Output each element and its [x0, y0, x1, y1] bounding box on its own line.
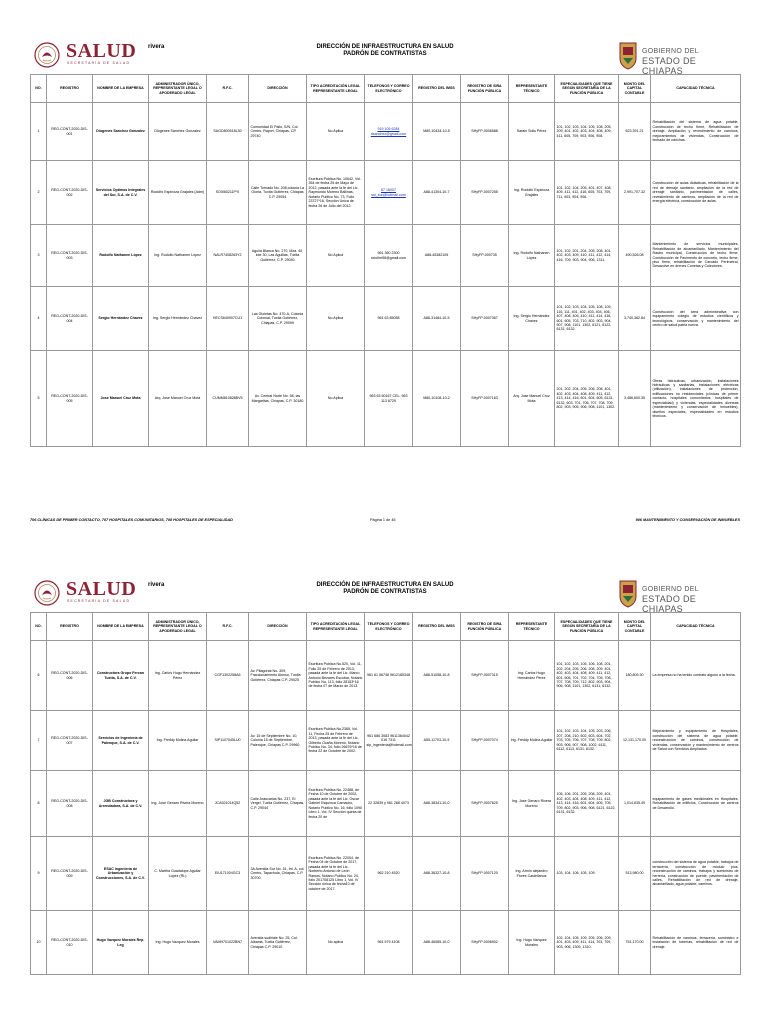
cell-registro: REG-CONT-2020-DIS-007 — [47, 711, 93, 771]
cell-capacidad: Rehabilitación del sistema de agua potable, Construcción de techo firme, Rehabilitación de drenaje, Ampliación y revestimiento de caminos, mejoramientos de viviendas, Construcción de techado de canchas. — [651, 103, 741, 161]
cell-contacto: 961 360 2300 rorolhe58@gmail.com — [365, 225, 413, 287]
footer-right: 906 MANTENIMIENTO Y CONSERVACIÓN DE INMUEBLES — [635, 518, 740, 522]
cell-representante: Rodolfo Espinoza Grajales (Adm) — [149, 161, 207, 225]
cell-representante: Ing. Rodolfo Nathanen López — [149, 225, 207, 287]
cell-representante: Ing. Carlos Hugo Hernández Pérez — [149, 641, 207, 711]
cell-contacto: 961 686 3083 9611364042 016 7311 sip_ingenieria@hotmail.com — [365, 711, 413, 771]
cell-no: 4 — [31, 287, 47, 351]
col-header: TELEFONOS Y CORREO ELECTRÓNICO — [365, 613, 413, 641]
cell-registro: REG-CONT-2020-DIS-005 — [47, 351, 93, 447]
cell-tecnico: Ing. Hugo Vazquez Morales — [509, 911, 555, 975]
cell-tecnico: Ing. Rodolfo Nathanen López — [509, 225, 555, 287]
col-header: REGISTRO — [47, 613, 93, 641]
cell-empresa: Servicios de Ingeniería de Palenque, S.A. de C.V. — [93, 711, 149, 771]
cell-imss: A88-41304-10-7 — [413, 161, 461, 225]
cell-imss: A88-45382105 — [413, 225, 461, 287]
cell-acreditacion: Escritura Publica No.2365, Vol. 11, Fecha 25 de Febrero de 2013, pasada ante la fe del Lic. Gilberto Ocaña Moreno, Notario Publico No. 34, folio 26676*16 de fecha 22 de Octubre de 2002. — [307, 711, 365, 771]
cell-empresa: Sergio Hernández Chavez — [93, 287, 149, 351]
col-header: REGISTRO DEL IMSS — [413, 613, 461, 641]
cell-representante: C. Martha Guadalupe Aguilar López (RL) — [149, 837, 207, 911]
col-header: TIPO ACREDITACIÓN LEGAL REPRESENTANTE LEGAL — [307, 613, 365, 641]
table-row — [31, 351, 741, 447]
cell-capital: 623,391.21 — [619, 103, 651, 161]
cell-sira: SHyFP-0007074 — [461, 711, 509, 771]
cell-especialidades: 201, 202, 204, 205, 206, 208, 401, 402, 403, 404, 408, 409, 411, 412, 413, 414, 416, 601, 604, 605, 6131, 6132, 603, 701, 706, 707, 708, 709, 802, 903, 905, 906, 908, 1101, 1302. — [555, 351, 619, 447]
cell-registro: REG-CONT-2020-DIS-003 — [47, 225, 93, 287]
cell-direccion: Calle Tornado No. 208,colonia La Gloria, Tuxtla Gutiérrez, Chiapas C.P. 29054 — [249, 161, 307, 225]
footer-page-number: Página 1 de 45 — [370, 518, 396, 522]
cell-no: 10 — [31, 911, 47, 975]
cell-sira: SHyFP-0007367 — [461, 287, 509, 351]
contractors-table-page-1 — [30, 74, 741, 447]
cell-direccion: Comunidad El Palio, S/N, Col. Centro, Rayon, Chiapas, CP. 29740 — [249, 103, 307, 161]
cell-especialidades: 101, 102, 103, 104, 105, 108, 109, 110, 111, 401, 402, 403, 404, 406, 407, 408, 409, 410, 411, 414, 416, 601, 605, 703, 710, 802, 903, 904, 907, 908, 1101, 1302, 6121, 6122, 6131, 6132. — [555, 287, 619, 351]
cell-direccion: Av. Pitagoras No. 309, Fraccionamiento Alonso, Tuxtla Gutiérrez, Chiapas C.P. 29025 — [249, 641, 307, 711]
cell-capital: 3,740,362.84 — [619, 287, 651, 351]
cell-imss: A88-51058-10-8 — [413, 641, 461, 711]
cell-tecnico: Ing. Sergio Hernández Chavez — [509, 287, 555, 351]
brand-name: SALUD — [66, 40, 137, 62]
cell-sira: SHyFP-000735 — [461, 225, 509, 287]
gov-line-2: ESTADO DE CHIAPAS — [642, 56, 697, 76]
cell-rfc: SIP1107045LU0 — [207, 711, 249, 771]
col-header: DIRECCIÓN — [249, 613, 307, 641]
cell-rfc: NALR7408263Y2 — [207, 225, 249, 287]
email-link[interactable]: 919 105 6284 dsanchez@gmail.com — [370, 127, 407, 136]
cell-especialidades: 101, 102, 103, 104, 105, 203, 206, 207, 208, 210, 602, 603, 604, 702, 703, 705, 706, 707, 708, 709, 802, 903, 906, 907, 908, 1002, 6111, 6112, 6113, 6131, 6132. — [555, 711, 619, 771]
col-header: REPRESENTANTE TÉCNICO — [509, 75, 555, 103]
page-title — [260, 582, 510, 596]
col-header: MONTO DEL CAPITAL CONTABLE — [619, 613, 651, 641]
cell-representante: Ing. Hugo Vazquez Morales — [149, 911, 207, 975]
cell-rfc: EIU171004GC3 — [207, 837, 249, 911]
cell-especialidades: 101, 102, 103, 105, 106, 108, 201, 202, 204, 205, 206, 208, 209, 401, 402, 403, 404, 408, 409, 411, 412, 601, 605, 701, 702, 704, 705, 706, 707, 708, 709, 712, 802, 903, 904, 906, 908, 1101, 1302, 6131, 6132. — [555, 641, 619, 711]
col-header: REGISTRO DE SIRA FUNCIÓN PÚBLICA — [461, 613, 509, 641]
cell-capacidad: La empresa no ha tenido contrato alguno a la fecha. — [651, 641, 741, 711]
cell-contacto: 961 61 56748 9612185348 — [365, 641, 413, 711]
table-row — [31, 103, 741, 161]
col-header: NO. — [31, 613, 47, 641]
cell-contacto: 22 32839 y 961 268 4073 — [365, 771, 413, 837]
table-header-row — [31, 613, 741, 641]
cell-registro: REG-CONT-2020-DIS-001 — [47, 103, 93, 161]
cell-capital: 2,991,707.32 — [619, 161, 651, 225]
cell-imss: A55-11703-10-9 — [413, 711, 461, 771]
cell-acreditacion: No aplica — [307, 911, 365, 975]
cell-capital: 12,131,170.00 — [619, 711, 651, 771]
cell-imss: A88-31484-10-5 — [413, 287, 461, 351]
title-line-1: DIRECCIÓN DE INFRAESTRUCTURA EN SALUD — [316, 44, 454, 50]
cell-especialidades: 101, 102, 201, 204, 205, 208, 401, 402, 403, 409, 410, 411, 412, 414, 416, 709, 903, 904, 906, 1311. — [555, 225, 619, 287]
col-header: MONTO DEL CAPITAL CONTABLE — [619, 75, 651, 103]
cell-capital: 513,980.00 — [619, 837, 651, 911]
cell-rfc: HECS640907CU1 — [207, 287, 249, 351]
cell-registro: REG-CONT-2020-DIS-002 — [47, 161, 93, 225]
title-line-1: DIRECCIÓN DE INFRAESTRUCTURA EN SALUD — [316, 582, 454, 588]
cell-rfc: CGF1302258A5 — [207, 641, 249, 711]
cell-capacidad: Mantenimiento de servicios municipales, Rehabilitación de alcantarillado, Mantenimiento del Rastro municipal, Construcción de techo firme, Construcción de Pavimento de concreto, techo firme, piso firme, rehabilitación de Carcado Perimetral, Desazolve en drenes Cunetas y Colectores. — [651, 225, 741, 287]
cell-registro: REG-CONT-2020-DIS-006 — [47, 641, 93, 711]
cell-tecnico: Sarain Solis Pérez — [509, 103, 555, 161]
col-header: NOMBRE DE LA EMPRESA — [93, 613, 149, 641]
chiapas-logo — [618, 40, 728, 76]
page-header — [30, 578, 740, 612]
cell-especialidades: 101, 102, 104, 205, 401, 407, 408, 409, 411, 412, 416, 605, 703, 709, 711, 903, 904, 906. — [555, 161, 619, 225]
page-title — [260, 44, 510, 58]
cell-direccion: Agulla Blanca No. 270, Mza. 40, lote 30, Las Agulilas, Tuxtla Gutiérrez, C.P. 29040 — [249, 225, 307, 287]
col-header: DIRECCIÓN — [249, 75, 307, 103]
col-header: R.F.C. — [207, 613, 249, 641]
col-header: CAPACIDAD TÉCNICA — [651, 75, 741, 103]
header-city: rivera — [148, 44, 165, 50]
cell-rfc: SOI060211PYI — [207, 161, 249, 225]
cell-capacidad: equipamiento de gases medicinales en Hospitales, Rehabilitación de edificios, Construcción de centros de Desarrollo. — [651, 771, 741, 837]
cell-sira: SHyFP-0006902 — [461, 911, 509, 975]
cell-acreditacion: No Aplica — [307, 287, 365, 351]
cell-capital: 490,526.08 — [619, 225, 651, 287]
cell-acreditacion: Escritura Publica No. 22004, de Fecha 04 de Octubre de 2017, pasada ante la fe del Lic. Norberto Antonio de León Ramos, Notario Publico No. 24, folio 201708125 Libro 1, Vol. IV Sección única de fecha10 de octubre de 2017. — [307, 837, 365, 911]
cell-tecnico: Ing. Freddy Molina Aguilar — [509, 711, 555, 771]
col-header: R.F.C. — [207, 75, 249, 103]
cell-empresa: Jose Manuel Cruz Mota — [93, 351, 149, 447]
footer-left: 706 CLÍNICAS DE PRIMER CONTACTO, 707 HOSPITALES COMUNITARIOS, 708 HOSPITALES DE ESPECIALIDAD — [30, 518, 233, 522]
cell-representante: Ing. Sergio Hernández Chavez — [149, 287, 207, 351]
cell-contacto — [365, 103, 413, 161]
mexico-seal-icon — [34, 580, 60, 606]
col-header: ESPECIALIDADES QUE TIENE SEGÚN SECRETARÍA DE LA FUNCIÓN PÚBLICA — [555, 75, 619, 103]
cell-tecnico: Arq. Jose Manuel Cruz Mota — [509, 351, 555, 447]
cell-no: 2 — [31, 161, 47, 225]
cell-sira: SHyFP-0006588 — [461, 103, 509, 161]
cell-imss: A88-46085-10-0 — [413, 911, 461, 975]
cell-direccion: 3A Avenida Sur No. 51, Int. A, col. Centro, Tapachula, Chiapas, C.P. 30700 — [249, 837, 307, 911]
cell-registro: REG-CONT-2020-DIS-010 — [47, 911, 93, 975]
cell-contacto: 963 63 60167 CEL: 963 113 8729 — [365, 351, 413, 447]
table-row — [31, 711, 741, 771]
cell-sira: SHyFP-0007120 — [461, 837, 509, 911]
page-sheet-1 — [30, 40, 740, 447]
cell-sira: SHyFP-0007255 — [461, 161, 509, 225]
table-header-row — [31, 75, 741, 103]
cell-rfc: SAGD800518L30 — [207, 103, 249, 161]
cell-no: 5 — [31, 351, 47, 447]
col-header: REGISTRO DE SIRA FUNCIÓN PÚBLICA — [461, 75, 509, 103]
cell-no: 8 — [31, 771, 47, 837]
cell-capacidad: Obras hidráulicas, urbanización, instalaciones hidráulicas y sanitarias, instalaciones eléctricas (utilización), instalaciones de protección, edificaciones no residenciales (clínicas de primer contacto, hospitales comunitarios, hospitales de especialidad) y viviendas, especialidades diversas (mantenimiento y conservación de inmuebles), diseños especiales, especialidades en estudios técnicos. — [651, 351, 741, 447]
cell-no: 9 — [31, 837, 47, 911]
table-row — [31, 287, 741, 351]
cell-direccion: Av. 15 de Septiembre No. 10, Colonia 15 de Septiembre, Palenque, Chiapas C.P. 29960 — [249, 711, 307, 771]
cell-empresa: Diogenes Sanchez Gonzalez — [93, 103, 149, 161]
cell-imss: M80-10434-10-5 — [413, 103, 461, 161]
brand-subtitle: SECRETARÍA DE SALUD — [67, 599, 131, 603]
brand-name: SALUD — [66, 578, 137, 600]
cell-contacto: 961 63 85058 — [365, 287, 413, 351]
cell-rfc: VAMH701022BN7 — [207, 911, 249, 975]
col-header: ADMINISTRADOR ÚNICO, REPRESENTANTE LEGAL O APODERADO LEGAL — [149, 75, 207, 103]
header-city: rivera — [148, 582, 165, 588]
table-row — [31, 225, 741, 287]
cell-acreditacion: No Aplica — [307, 351, 365, 447]
cell-rfc: CUMM810828BV5 — [207, 351, 249, 447]
chiapas-shield-icon — [618, 578, 638, 608]
cell-direccion: Calle Araucarias No. 237, El Vergel, Tuxtla Gutiérrez, Chiapas, C.P. 29044 — [249, 771, 307, 837]
cell-especialidades: 101, 102, 103, 104, 105, 108, 205, 209, 401, 402, 403, 404, 408, 409, 411, 605, 709, 903, 906, 908. — [555, 103, 619, 161]
table-row — [31, 161, 741, 225]
cell-representante: Ing. Jose Genaro Rivera Moreno — [149, 771, 207, 837]
cell-especialidades: 102, 104, 105, 109, 205, 206, 209, 401, 403, 409, 411, 414, 703, 709, 903, 906, 1309, 1310. — [555, 911, 619, 975]
cell-rfc: JCA921014Q52 — [207, 771, 249, 837]
cell-contacto: 962 210 4520 — [365, 837, 413, 911]
cell-acreditacion: No Aplica — [307, 103, 365, 161]
cell-empresa: Rodolfo Nathanen López — [93, 225, 149, 287]
col-header: REGISTRO — [47, 75, 93, 103]
title-line-2: PADRÓN DE CONTRATISTAS — [343, 51, 427, 57]
cell-registro: REG-CONT-2020-DIS-004 — [47, 287, 93, 351]
cell-representante: Diogenes Sanchez Gonzalez — [149, 103, 207, 161]
cell-acreditacion: Escritura Publica No. 10642, Vol. 354 de fecha 25 de Mayo de 2012, pasada ante la fe del Lic. Raymundo Moreno Ballinas, Notario Publico No. 73, Folio 23727*16, Sección Unica de fecha 26 de Julio del 2012. — [307, 161, 365, 225]
table-row — [31, 771, 741, 837]
cell-tecnico: Ing. Rodolfo Espinoza Grajales — [509, 161, 555, 225]
cell-representante: Ing. Freddy Molina Aguilar — [149, 711, 207, 771]
cell-imss: M80-10108-10-2 — [413, 351, 461, 447]
mexico-seal-icon — [34, 42, 60, 68]
cell-capital: 180,809.30 — [619, 641, 651, 711]
brand-subtitle: SECRETARÍA DE SALUD — [67, 61, 131, 65]
cell-acreditacion: Escritura Publica No.520, Vol. 11, Folio 25 de Febrero de 2013, pasada ante la fe del Lic. Marco Antonio Bezares Escobar, Notario Publico No. 113, folio 28153*16 de fecha 07 de Marzo de 2013. — [307, 641, 365, 711]
cell-registro: REG-CONT-2020-DIS-009 — [47, 837, 93, 911]
cell-direccion: Avenida sudhiale No. 25, Col. Albania, Tuxtla Gutiérrez, Chiapas C.P. 29010 — [249, 911, 307, 975]
cell-tecnico: Ing. Carlos Hugo Hernández Pérez — [509, 641, 555, 711]
col-header: NO. — [31, 75, 47, 103]
gov-line-2: ESTADO DE CHIAPAS — [642, 594, 697, 614]
col-header: CAPACIDAD TÉCNICA — [651, 613, 741, 641]
title-line-2: PADRÓN DE CONTRATISTAS — [343, 589, 427, 595]
col-header: ESPECIALIDADES QUE TIENE SEGÚN SECRETARÍA DE LA FUNCIÓN PÚBLICA — [555, 613, 619, 641]
cell-empresa: Servicios Optimos Integrales del Sur, S.A. de C.V. — [93, 161, 149, 225]
cell-empresa: Hugo Vazquez Morales Rep. Leg — [93, 911, 149, 975]
cell-acreditacion: No Aplica — [307, 225, 365, 287]
cell-no: 3 — [31, 225, 47, 287]
gov-line-1: GOBIERNO DEL — [642, 48, 699, 55]
cell-no: 1 — [31, 103, 47, 161]
cell-no: 6 — [31, 641, 47, 711]
cell-registro: REG-CONT-2020-DIS-008 — [47, 771, 93, 837]
cell-especialidades: 105, 106, 201, 205, 208, 209, 401, 402, 403, 404, 408, 409, 411, 412, 413, 414, 416, 601, 604, 605, 705, 709, 802, 903, 906, 908, 6121, 6122, 6131, 6132. — [555, 771, 619, 837]
cell-representante: Arq. Jose Manuel Cruz Mota — [149, 351, 207, 447]
cell-sira: SHyFP-0007315 — [461, 641, 509, 711]
cell-direccion: Av. Central Norte No. 58, las Margaritas, Chiapas, C.P. 30180 — [249, 351, 307, 447]
col-header: REGISTRO DEL IMSS — [413, 75, 461, 103]
cell-especialidades: 103, 104, 106, 105, 109. — [555, 837, 619, 911]
col-header: ADMINISTRADOR ÚNICO, REPRESENTANTE LEGAL O APODERADO LEGAL — [149, 613, 207, 641]
col-header: TIPO ACREDITACIÓN LEGAL REPRESENTANTE LEGAL — [307, 75, 365, 103]
cell-no: 7 — [31, 711, 47, 771]
page-header — [30, 40, 740, 74]
col-header: TELEFONOS Y CORREO ELECTRÓNICO — [365, 75, 413, 103]
col-header: REPRESENTANTE TÉCNICO — [509, 613, 555, 641]
cell-contacto — [365, 161, 413, 225]
cell-empresa: ESAC Ingeniería de Urbanización y Construcciones, S.A. de C.V. — [93, 837, 149, 911]
table-row — [31, 911, 741, 975]
cell-capacidad: Rehabilitación de caminos, terracería, suministro e instalación de tuberías, rehabilitación de red de drenaje. — [651, 911, 741, 975]
cell-direccion: Las Gloietas No. 470-A, Colonia Colonial, Tuxtla Gutiérrez, Chiapas, C.P. 29099 — [249, 287, 307, 351]
cell-imss: A88-36327-10-8 — [413, 837, 461, 911]
cell-capacidad: Mejoramiento y equipamiento de Hospitales, construcción del sistema de agua potable, reconstrucción de caminos, construcción de viviendas, conservación y mantenimiento de centros de Salud con Servicios Ampliados. — [651, 711, 741, 771]
contractors-table-page-2 — [30, 612, 741, 975]
table-row — [31, 641, 741, 711]
cell-tecnico: Ing. Armin alejandro Flores Castellanos — [509, 837, 555, 911]
cell-empresa: JGB Constructora y Arrendadora, S.A. de C.V. — [93, 771, 149, 837]
cell-capacidad: construcción del sistema de agua potable, trabajos de terracería, construcción de módulo plus, reconstrucción de caminos, trabajos y suministro de herrería, construcción de puente, pavimentación de calles, Rehabilitación de red de drenaje, alcantarillado, agua potable, caminos. — [651, 837, 741, 911]
col-header: NOMBRE DE LA EMPRESA — [93, 75, 149, 103]
table-row — [31, 837, 741, 911]
cell-sira: SHyFP-0007625 — [461, 771, 509, 837]
cell-capacidad: Construcción de aulas didácticas, rehabilitación de la red de drenaje sanitario, ampliación de la red de drenaje sanitario, pavimentación de calles, revestimiento de caminos, ampliación de la red de energía eléctrica, construcción de aulas. — [651, 161, 741, 225]
cell-empresa: Constructora Grupo Fercan Tuxtla, S.A. de C.V. — [93, 641, 149, 711]
cell-imss: A88-38341-10-0 — [413, 771, 461, 837]
cell-contacto: 961 579 4108 — [365, 911, 413, 975]
cell-sira: SHyFP-0007163 — [461, 351, 509, 447]
cell-capital: 751,170.00 — [619, 911, 651, 975]
cell-tecnico: Ing. Jose Genaro Rivera Moreno — [509, 771, 555, 837]
cell-capital: 3,486,600.35 — [619, 351, 651, 447]
cell-acreditacion: Escritura Publica No. 22488, de Fecha 10 de Octubre de 2002, pasada ante la fe del Lic. Oscar Gabriel Esquinca Camacho, Notario Publico No. 16, folio 1090 Libro 1, Vol. IV Sección quinta de fecha 20 de — [307, 771, 365, 837]
gov-line-1: GOBIERNO DEL — [642, 586, 699, 593]
cell-capital: 1,014,635.49 — [619, 771, 651, 837]
cell-capacidad: Construcción del área administrativa con equipamiento colegio de estudios científicos y tecnológicos, conservación y mantenimiento del centro de salud patria nueva. — [651, 287, 741, 351]
chiapas-logo — [618, 578, 728, 614]
page-sheet-2 — [30, 578, 740, 975]
chiapas-shield-icon — [618, 40, 638, 70]
email-link[interactable]: 67 16007 soi_sur@hotmail.com — [371, 188, 406, 197]
